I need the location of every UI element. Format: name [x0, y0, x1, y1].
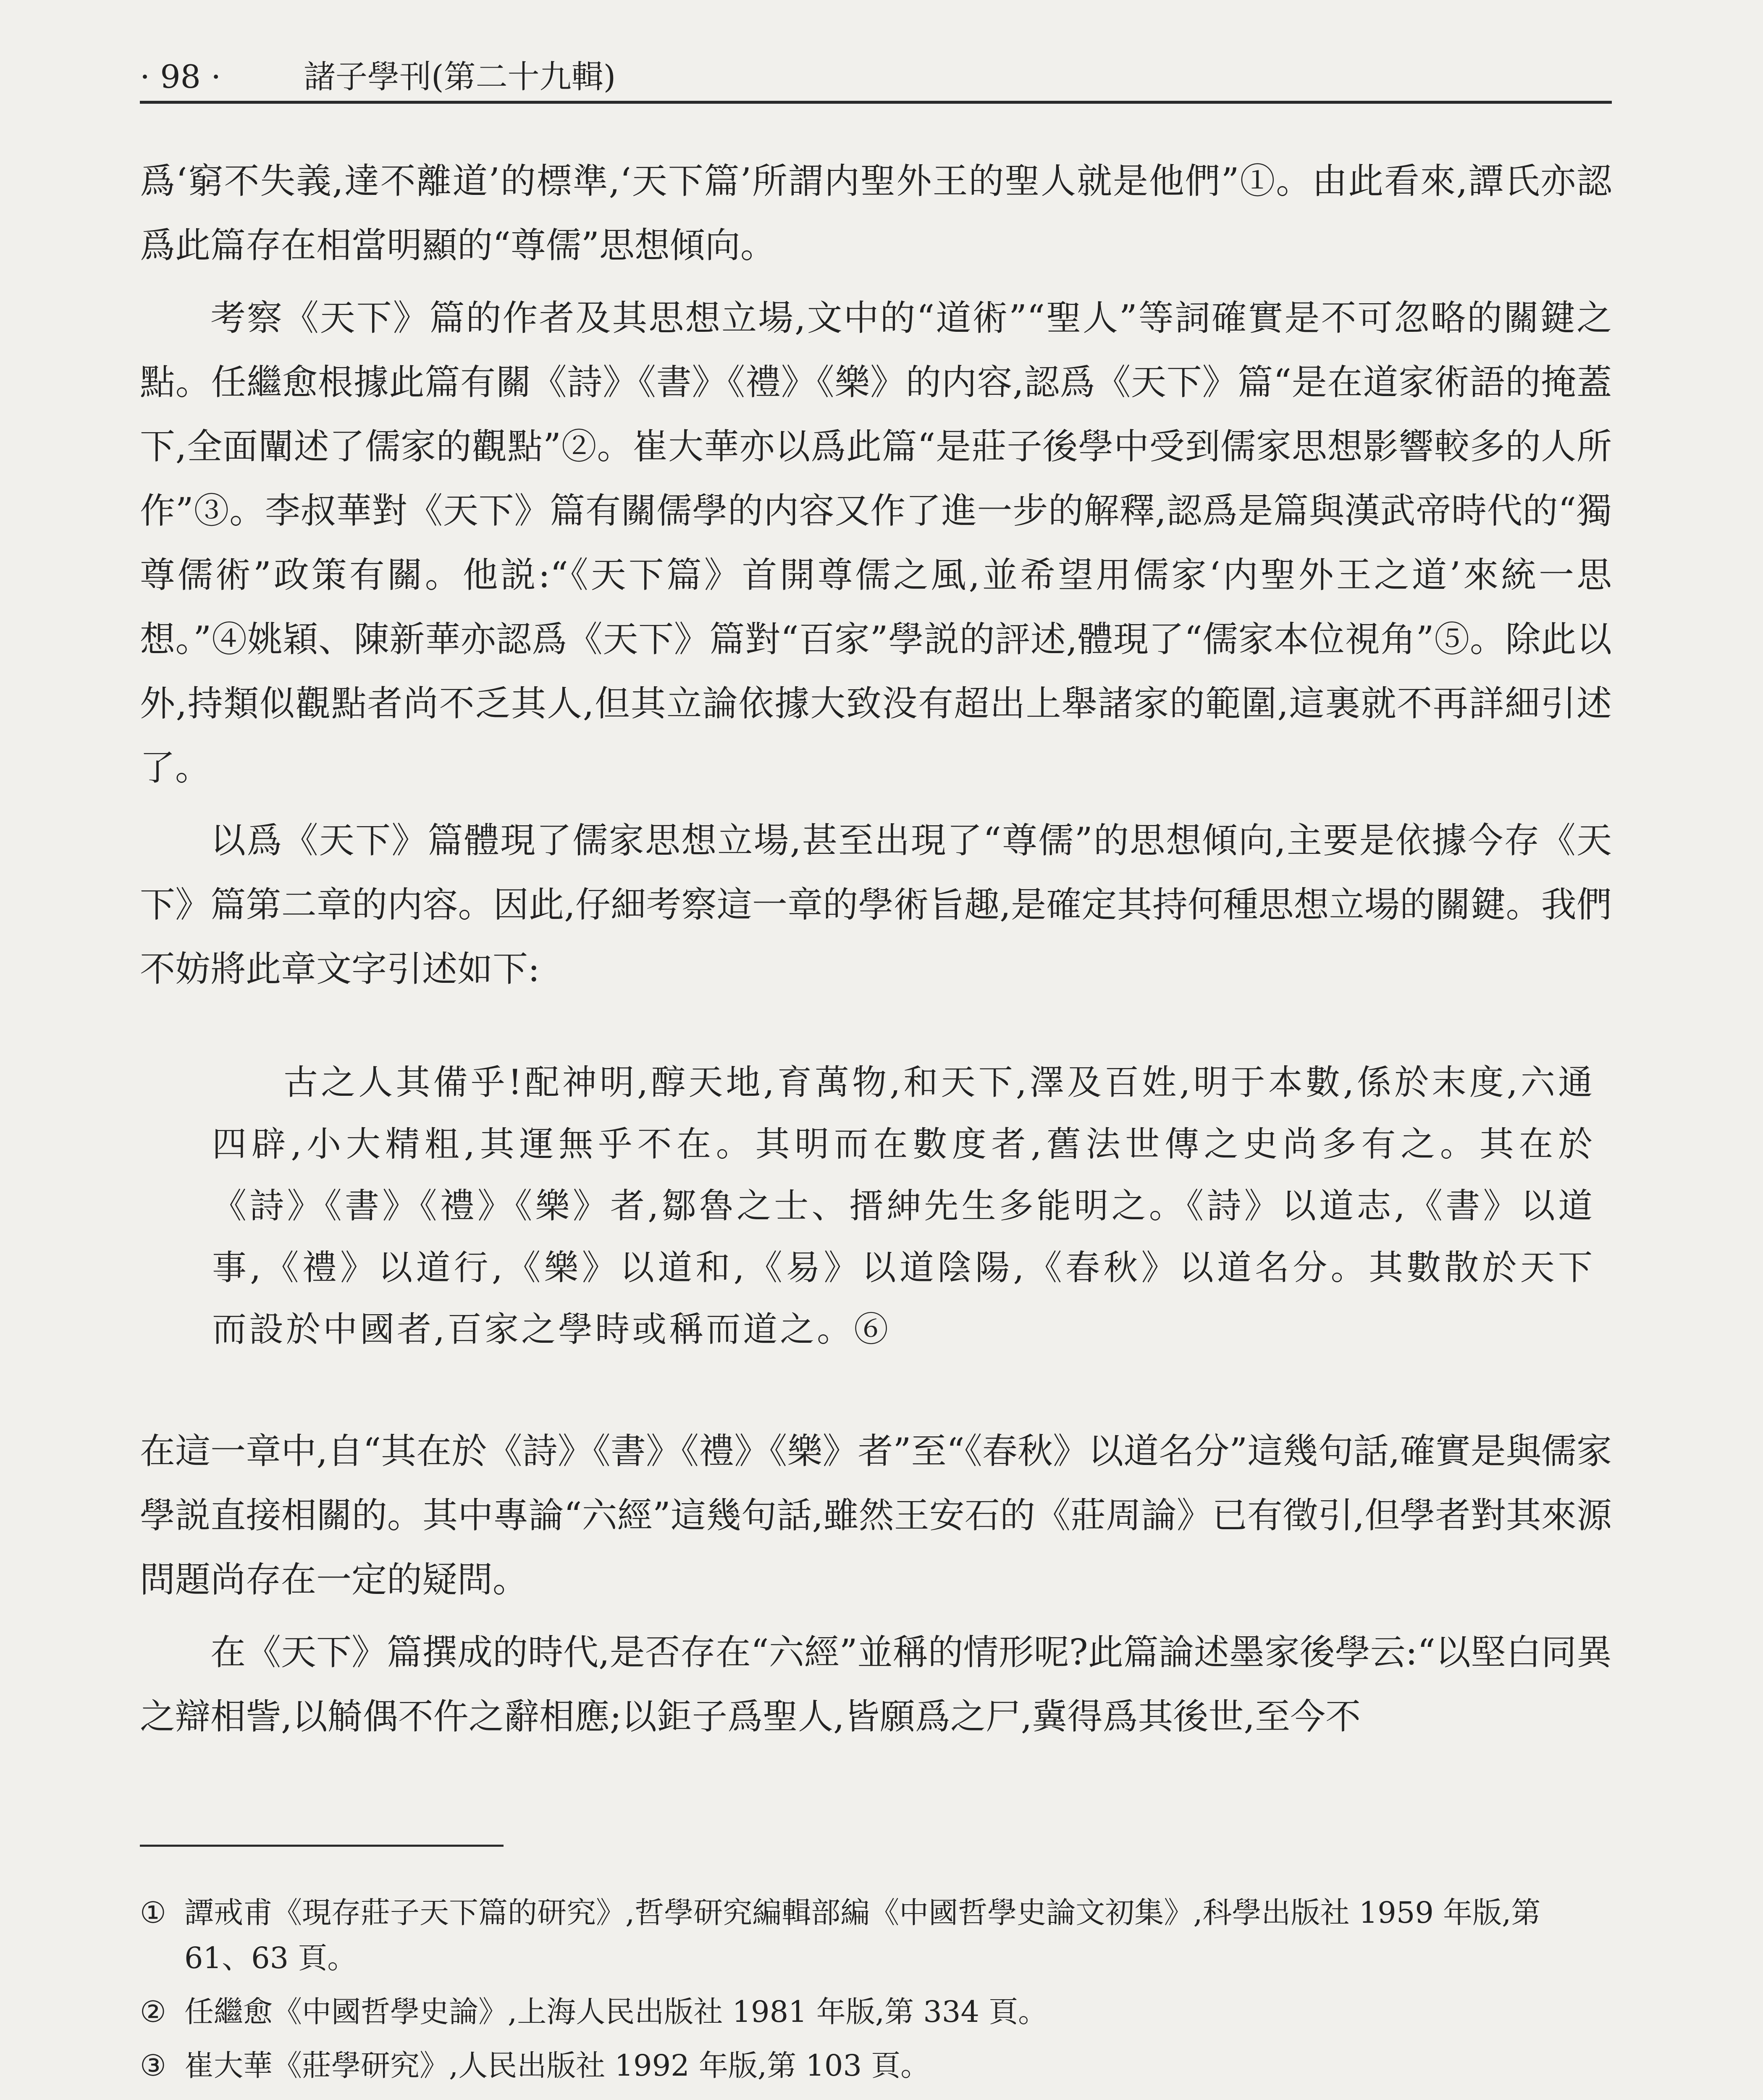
paragraph-2: 考察《天下》篇的作者及其思想立場,文中的“道術”“聖人”等詞確實是不可忽略的關鍵之點。任繼愈根據此篇有關《詩》《書》《禮》《樂》的内容,認爲《天下》篇“是在道家術語的掩蓋下,全面闡述了儒家的觀點”②。崔大華亦以爲此篇“是莊子後學中受到儒家思想影響較多的人所作”③。李叔華對《天下》篇有關儒學的内容又作了進一步的解釋,認爲是篇與漢武帝時代的“獨尊儒術”政策有關。他説:“《天下篇》首開尊儒之風,並希望用儒家‘内聖外王之道’來統一思想。”④姚穎、陳新華亦認爲《天下》篇對“百家”學説的評述,體現了“儒家本位視角”⑤。除此以外,持類似觀點者尚不乏其人,但其立論依據大致没有超出上舉諸家的範圍,這裏就不再詳細引述了。 [140, 297, 1612, 788]
footnote-mark: ② [140, 1995, 166, 2029]
footnotes [140, 1890, 1612, 2100]
footnote-3 [140, 2043, 1612, 2088]
footnote-text: 崔大華《莊學研究》,人民出版社 1992 年版,第 103 頁。 [184, 2048, 930, 2083]
footnote-2 [140, 1989, 1612, 2034]
paragraph-5: 在《天下》篇撰成的時代,是否存在“六經”並稱的情形呢?此篇論述墨家後學云:“以堅白同異之辯相訾,以觭偶不仵之辭相應;以鉅子爲聖人,皆願爲之尸,冀得爲其後世,至今不 [140, 1632, 1612, 1737]
footnote-mark [140, 2097, 166, 2100]
footnote-mark: ③ [140, 2048, 166, 2083]
footnote-1 [140, 1890, 1612, 1981]
running-header [140, 54, 1612, 100]
footnote-text: 譚戒甫《現存莊子天下篇的研究》,哲學研究編輯部編《中國哲學史論文初集》,科學出版社 1959 年版,第 61、63 頁。 [184, 1895, 1541, 1975]
paragraph-1: 爲‘窮不失義,達不離道’的標準,‘天下篇’所謂内聖外王的聖人就是他們”①。由此看來,譚氏亦認爲此篇存在相當明顯的“尊儒”思想傾向。 [140, 160, 1612, 266]
block-quote: 古之人其備乎!配神明,醇天地,育萬物,和天下,澤及百姓,明于本數,係於末度,六通四辟,小大精粗,其運無乎不在。其明而在數度者,舊法世傳之史尚多有之。其在於《詩》《書》《禮》《樂》者,鄒魯之士、搢紳先生多能明之。《詩》以道志,《書》以道事,《禮》以道行,《樂》以道和,《易》以道陰陽,《春秋》以道名分。其數散於天下而設於中國者,百家之學時或稱而道之。⑥ [212, 1063, 1595, 1349]
footnote-text: 任繼愈《中國哲學史論》,上海人民出版社 1981 年版,第 334 頁。 [184, 1995, 1048, 2029]
paragraph-3: 以爲《天下》篇體現了儒家思想立場,甚至出現了“尊儒”的思想傾向,主要是依據今存《天下》篇第二章的内容。因此,仔細考察這一章的學術旨趣,是確定其持何種思想立場的關鍵。我們不妨將此章文字引述如下: [140, 820, 1612, 990]
main-text [140, 149, 1612, 1757]
footnote-rule [140, 1845, 504, 1847]
header-rule [140, 101, 1612, 104]
page-number: · 98 · [140, 58, 221, 95]
footnote-4 [140, 2097, 1612, 2100]
journal-title: 諸子學刊(第二十九輯) [304, 58, 616, 95]
footnote-mark: ① [140, 1895, 166, 1930]
paragraph-4: 在這一章中,自“其在於《詩》《書》《禮》《樂》者”至“《春秋》以道名分”這幾句話,確實是與儒家學説直接相關的。其中專論“六經”這幾句話,雖然王安石的《莊周論》已有徵引,但學者對其來源問題尚存在一定的疑問。 [140, 1431, 1612, 1600]
